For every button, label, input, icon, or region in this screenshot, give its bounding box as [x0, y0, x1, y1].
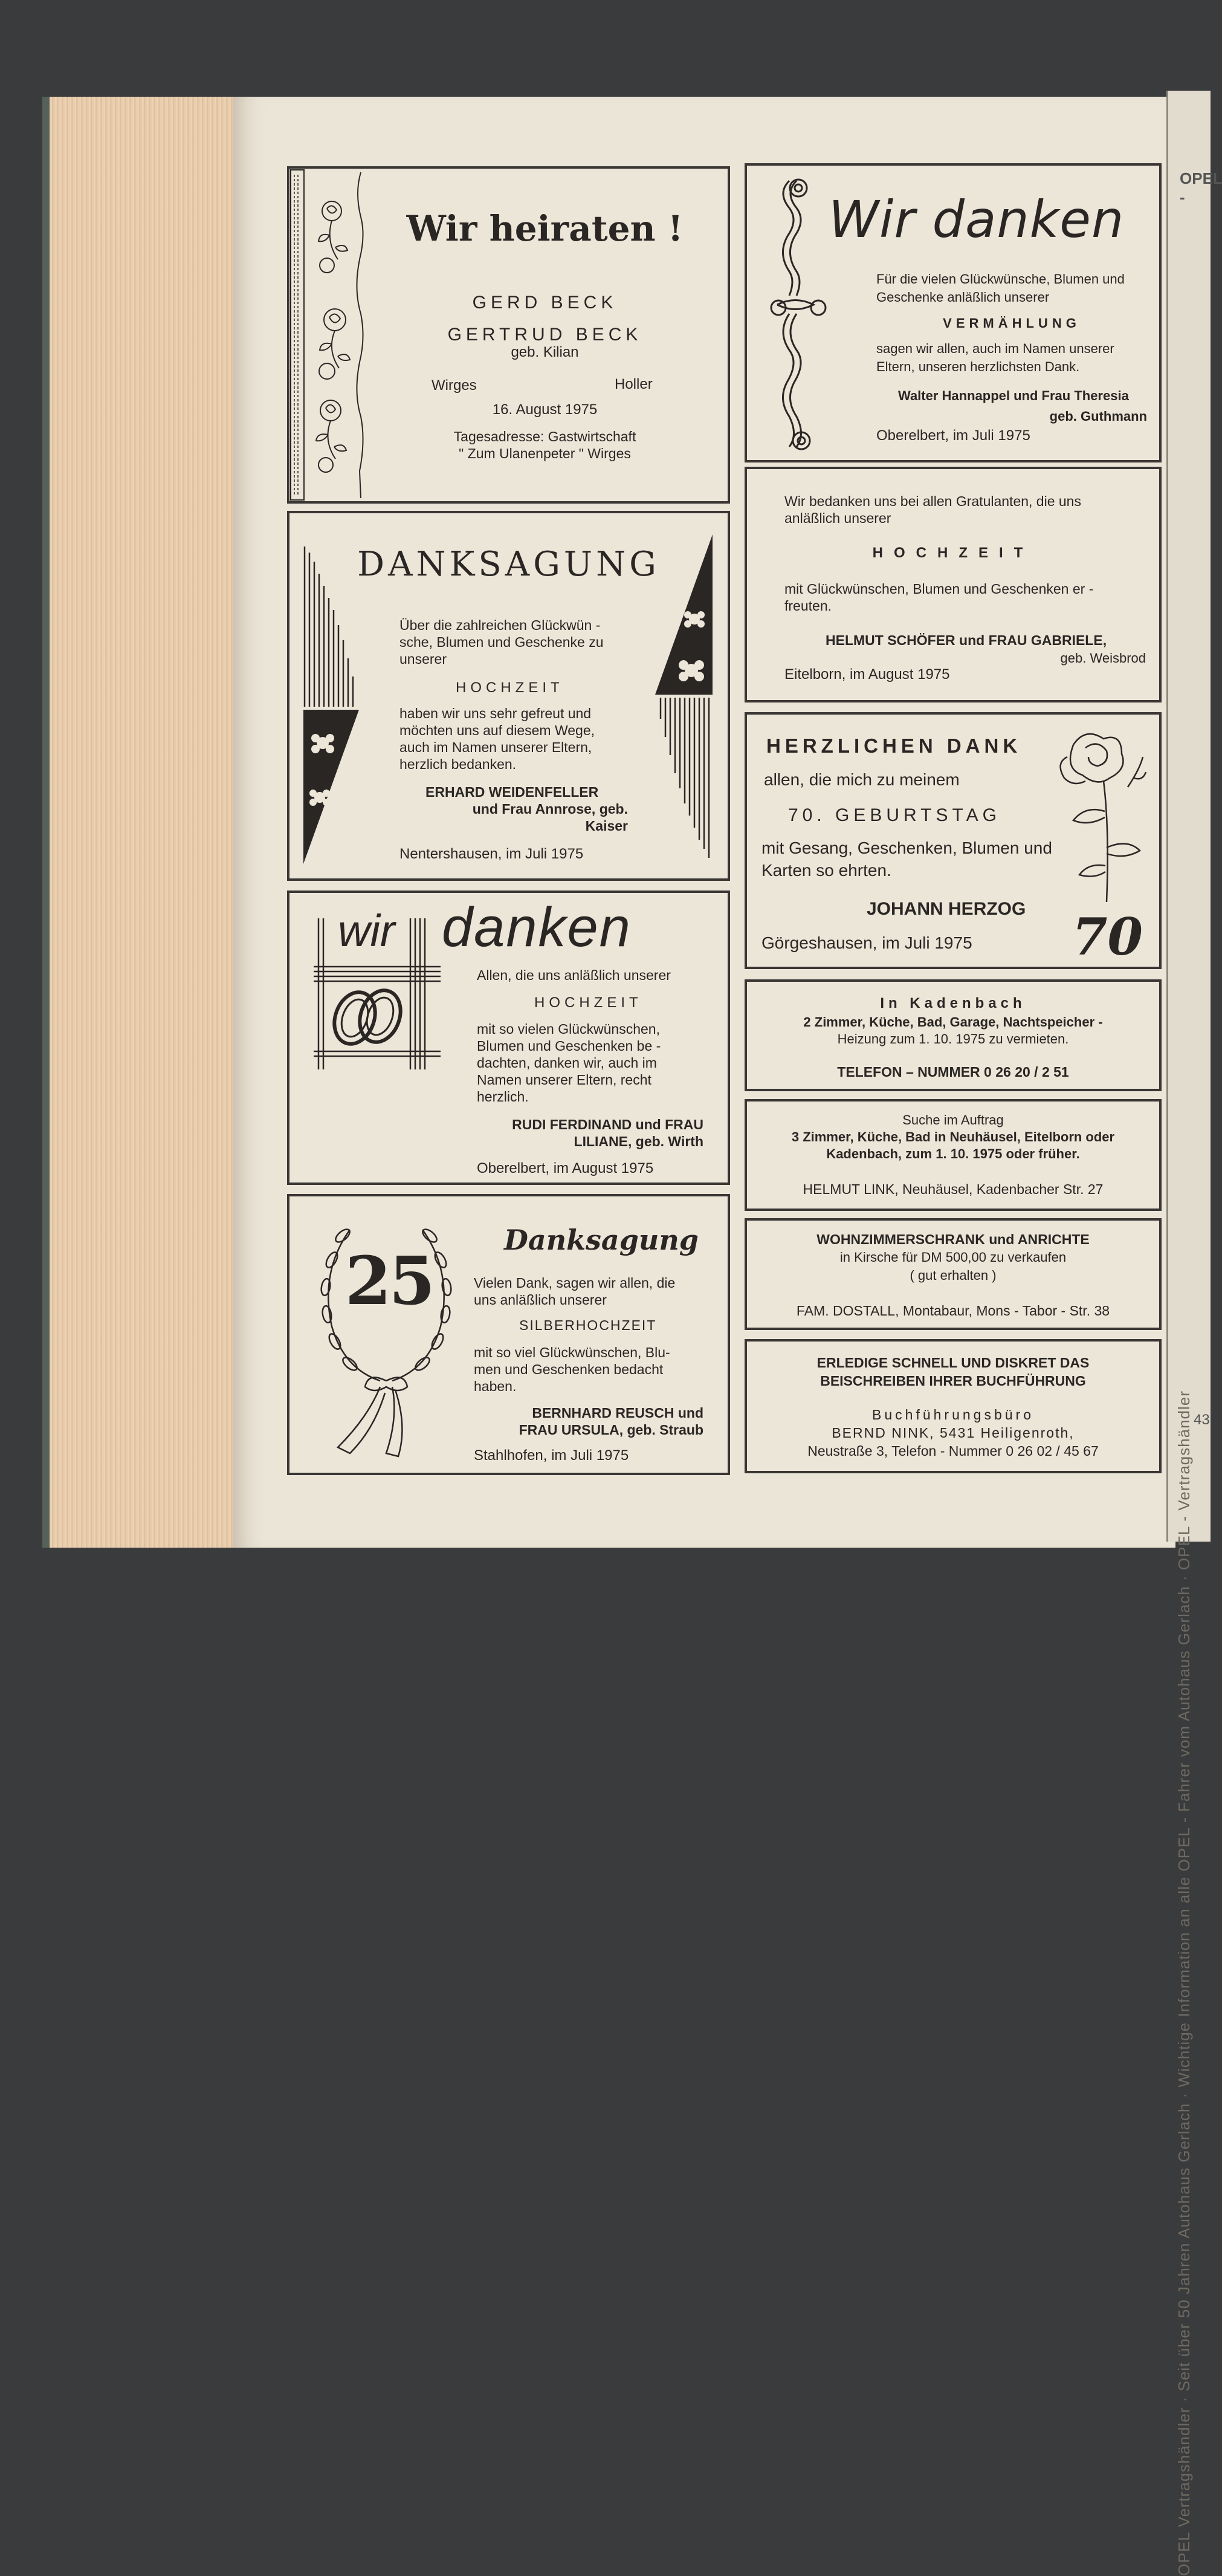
ad6-text-3: Blumen und Geschenken be -	[477, 1038, 661, 1054]
ad2-text-2: Geschenke anläßlich unserer	[876, 290, 1050, 305]
ad3-title: DANKSAGUNG	[357, 545, 660, 584]
ad5-number: 70	[1072, 907, 1143, 967]
ad-cabinet-sale	[745, 1218, 1162, 1330]
ad1-date: 16. August 1975	[492, 401, 598, 418]
ad9-text-5: haben.	[474, 1378, 517, 1394]
ad9-event: SILBERHOCHZEIT	[519, 1317, 657, 1333]
ad-apartment-rent	[745, 979, 1162, 1091]
ad5-event: 70. GEBURTSTAG	[788, 805, 1001, 825]
ad4-names: HELMUT SCHÖFER und FRAU GABRIELE,	[826, 632, 1107, 648]
side-page-label: OPEL -	[1180, 169, 1222, 206]
ad3-names-3: Kaiser	[585, 818, 628, 834]
ad5-title: HERZLICHEN DANK	[766, 735, 1022, 757]
ad6-text-2: mit so vielen Glückwünschen,	[477, 1021, 660, 1037]
ad2-names: Walter Hannappel und Frau Theresia	[898, 388, 1129, 403]
ad8-line-2: 3 Zimmer, Küche, Bad in Neuhäusel, Eitelborn oder	[791, 1129, 1115, 1144]
ad3-names-1: ERHARD WEIDENFELLER	[425, 784, 599, 800]
ad3-event: HOCHZEIT	[456, 680, 564, 696]
margin-advert-text: OPEL Vertragshändler · Seit über 50 Jahren Autohaus Gerlach · Wichtige Information an alle OPEL - Fahrer vom Autohaus Gerlach · OPEL - Vertragshändler	[1175, 1390, 1193, 2576]
ad7-line-3: Heizung zum 1. 10. 1975 zu vermieten.	[837, 1031, 1069, 1046]
ad9-names-2: FRAU URSULA, geb. Straub	[519, 1422, 703, 1438]
ad2-text-1: Für die vielen Glückwünsche, Blumen und	[876, 271, 1125, 287]
ad11-line-3: Buchführungsbüro	[872, 1407, 1034, 1423]
ad3-text-2: sche, Blumen und Geschenke zu	[399, 634, 604, 650]
ad6-names-2: LILIANE, geb. Wirth	[574, 1134, 703, 1149]
ad5-text-3: Karten so ehrten.	[761, 861, 891, 880]
ad9-number: 25	[345, 1242, 433, 1320]
ad2-text-4: Eltern, unseren herzlichsten Dank.	[876, 359, 1080, 374]
left-pennant-ornament	[299, 543, 365, 870]
ad-birthday-thanks	[745, 712, 1162, 969]
ad9-text-1: Vielen Dank, sagen wir allen, die	[474, 1275, 676, 1291]
ad1-maiden-name: geb. Kilian	[511, 344, 579, 360]
ad1-groom: GERD BECK	[472, 293, 618, 313]
ad3-text-6: auch im Namen unserer Eltern,	[399, 739, 592, 755]
ad-bookkeeping	[745, 1339, 1162, 1473]
ad-apartment-search	[745, 1099, 1162, 1211]
ad11-line-5: Neustraße 3, Telefon - Nummer 0 26 02 / 45 67	[807, 1443, 1099, 1459]
ad8-line-1: Suche im Auftrag	[902, 1112, 1004, 1127]
ad-silver-wedding-thanks	[287, 1194, 730, 1475]
ad1-place-right: Holler	[615, 376, 653, 392]
ad4-text-1: Wir bedanken uns bei allen Gratulanten, die uns	[784, 493, 1081, 509]
ad11-line-1: ERLEDIGE SCHNELL UND DISKRET DAS	[816, 1355, 1090, 1371]
ad2-text-3: sagen wir allen, auch im Namen unserer	[876, 341, 1114, 356]
ad7-line-1: In Kadenbach	[880, 995, 1026, 1011]
ad1-address-1: Tagesadresse: Gastwirtschaft	[453, 429, 636, 444]
ad1-place-left: Wirges	[432, 377, 477, 394]
ad7-line-2: 2 Zimmer, Küche, Bad, Garage, Nachtspeicher -	[803, 1014, 1103, 1030]
ad5-text-2: mit Gesang, Geschenken, Blumen und	[761, 839, 1052, 857]
ad2-place: Oberelbert, im Juli 1975	[876, 427, 1030, 444]
ad6-place: Oberelbert, im August 1975	[477, 1160, 654, 1176]
ad10-line-2: in Kirsche für DM 500,00 zu verkaufen	[839, 1250, 1067, 1265]
ad2-event: VERMÄHLUNG	[943, 316, 1081, 331]
ad3-text-5: möchten uns auf diesem Wege,	[399, 722, 595, 738]
ad6-title-left: wir	[338, 906, 395, 956]
ad9-text-3: mit so viel Glückwünschen, Blu-	[474, 1345, 670, 1360]
ad6-event: HOCHZEIT	[534, 994, 642, 1011]
ad11-line-2: BEISCHREIBEN IHRER BUCHFÜHRUNG	[820, 1373, 1086, 1389]
ad9-text-4: men und Geschenken bedacht	[474, 1361, 664, 1377]
next-page-edge	[1166, 91, 1211, 1542]
rose-ornament	[1037, 721, 1158, 914]
ad-wedding-announcement	[287, 166, 730, 504]
ad3-text-7: herzlich bedanken.	[399, 756, 517, 772]
ad4-text-3: mit Glückwünschen, Blumen und Geschenken er -	[784, 581, 1094, 597]
ad4-maiden: geb. Weisbrod	[1060, 650, 1146, 666]
rose-border-ornament	[289, 169, 365, 501]
ad11-line-4: BERND NINK, 5431 Heiligenroth,	[832, 1425, 1075, 1441]
ad5-place: Görgeshausen, im Juli 1975	[761, 933, 972, 952]
ad9-text-2: uns anläßlich unserer	[474, 1292, 607, 1308]
ad6-text-4: dachten, danken wir, auch im	[477, 1055, 657, 1071]
ad8-line-3: Kadenbach, zum 1. 10. 1975 oder früher.	[826, 1146, 1080, 1161]
ad5-name: JOHANN HERZOG	[867, 899, 1026, 919]
ad3-text-3: unserer	[399, 651, 447, 667]
ad10-contact: FAM. DOSTALL, Montabaur, Mons - Tabor - Str. 38	[796, 1303, 1110, 1319]
ad6-text-1: Allen, die uns anläßlich unserer	[477, 967, 671, 983]
ad1-title: Wir heiraten !	[406, 208, 684, 249]
ad-thanks-marriage	[745, 163, 1162, 462]
ad9-place: Stahlhofen, im Juli 1975	[474, 1447, 629, 1464]
ad9-names-1: BERNHARD REUSCH und	[532, 1405, 703, 1421]
book-page-edges	[42, 97, 249, 1548]
ad4-text-2: anläßlich unserer	[784, 510, 891, 526]
ad4-place: Eitelborn, im August 1975	[784, 666, 950, 683]
scroll-ornament	[771, 175, 832, 459]
side-page-number: 43	[1194, 1412, 1210, 1428]
ad3-text-4: haben wir uns sehr gefreut und	[399, 706, 592, 721]
ad6-title-right: danken	[442, 897, 632, 958]
ad9-title: Danksagung	[504, 1224, 699, 1256]
ad6-names-1: RUDI FERDINAND und FRAU	[512, 1117, 703, 1132]
ad3-place: Nentershausen, im Juli 1975	[399, 846, 584, 862]
ad1-address-2: " Zum Ulanenpeter " Wirges	[459, 446, 631, 461]
ad-thanks-gratulants	[745, 467, 1162, 702]
ad1-bride: GERTRUD BECK	[447, 325, 642, 345]
ad-danksagung-hochzeit	[287, 511, 730, 881]
ad2-title: Wir danken	[829, 190, 1125, 249]
ad10-line-3: ( gut erhalten )	[910, 1268, 997, 1283]
ad3-names-2: und Frau Annrose, geb.	[472, 801, 628, 817]
ad-thanks-wedding-rings	[287, 891, 730, 1185]
ad6-text-5: Namen unserer Eltern, recht	[477, 1072, 651, 1088]
ad5-text-1: allen, die mich zu meinem	[764, 770, 960, 789]
ad6-text-6: herzlich.	[477, 1089, 529, 1105]
ad3-text-1: Über die zahlreichen Glückwün -	[399, 617, 601, 633]
ad4-text-4: freuten.	[784, 598, 832, 614]
ad2-maiden: geb. Guthmann	[1049, 409, 1147, 424]
ad4-event: HOCHZEIT	[872, 545, 1034, 561]
ad7-phone: TELEFON – NUMMER 0 26 20 / 2 51	[837, 1064, 1069, 1080]
ad8-contact: HELMUT LINK, Neuhäusel, Kadenbacher Str. 27	[803, 1181, 1104, 1197]
ad10-line-1: WOHNZIMMERSCHRANK und ANRICHTE	[816, 1231, 1090, 1247]
